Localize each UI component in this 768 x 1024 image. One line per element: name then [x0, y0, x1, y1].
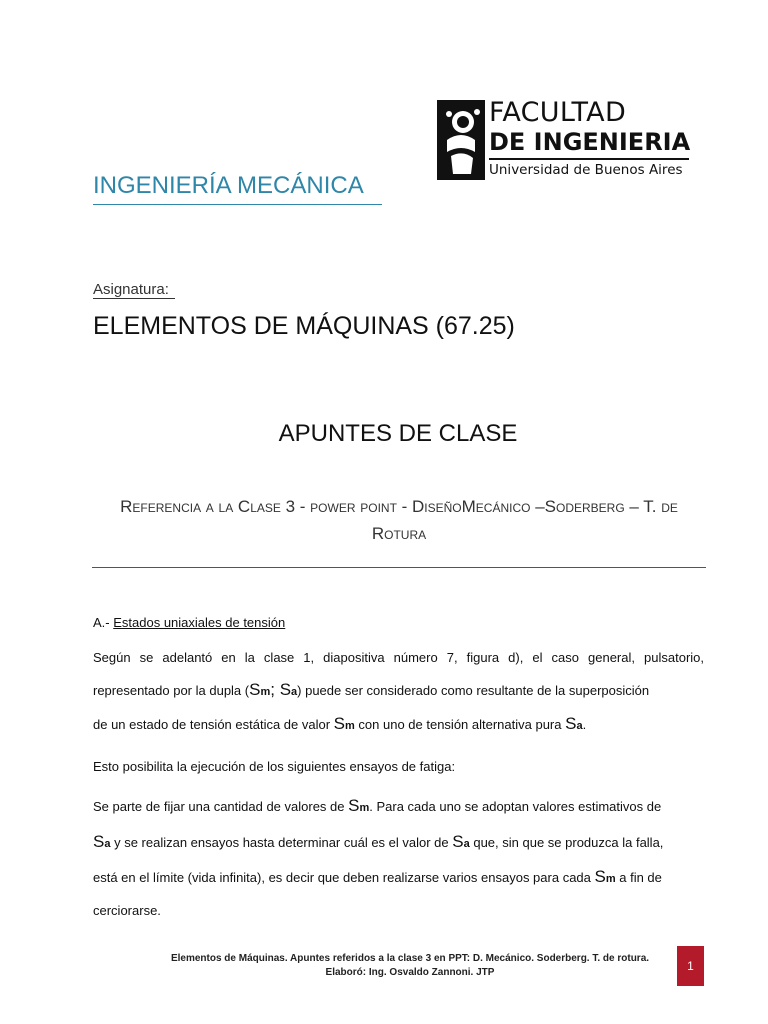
- subscript-a: a: [104, 838, 111, 850]
- career-title: INGENIERÍA MECÁNICA: [93, 172, 364, 199]
- paragraph-1-line-3: [93, 714, 704, 734]
- subscript-a: a: [463, 838, 470, 850]
- section-prefix: A.-: [93, 615, 114, 630]
- paragraph-1-line-1: Según se adelantó en la clase 1, diapositiva número 7, figura d), el caso general, pulsatorio,: [93, 650, 704, 665]
- symbol-s: S: [452, 832, 464, 851]
- career-underline: [93, 204, 382, 205]
- text-run: . Para cada uno se adoptan valores estimativos de: [369, 799, 662, 814]
- symbol-s: S: [93, 832, 105, 851]
- subject-label-underline: [93, 298, 175, 299]
- text-run: ) puede ser considerado como resultante de la superposición: [297, 683, 650, 698]
- paragraph-3-line-1: [93, 796, 704, 816]
- symbol-s: S: [565, 714, 577, 733]
- section-title: Estados uniaxiales de tensión: [113, 615, 286, 630]
- paragraph-1-line-2: [93, 680, 704, 700]
- logo-divider: [489, 158, 689, 160]
- text-run: que, sin que se produzca la falla,: [469, 835, 664, 850]
- logo-line-1: FACULTAD: [489, 97, 627, 128]
- subscript-m: m: [345, 720, 355, 732]
- paragraph-3-line-4: cerciorarse.: [93, 903, 161, 918]
- subject-title: ELEMENTOS DE MÁQUINAS (67.25): [93, 312, 515, 340]
- subscript-m: m: [605, 873, 616, 885]
- text-run: con uno de tensión alternativa pura: [354, 717, 566, 732]
- text-run: representado por la dupla (: [93, 683, 250, 698]
- page-number-badge: 1: [677, 946, 704, 986]
- faculty-emblem-icon: [437, 100, 485, 180]
- text-run: está en el límite (vida infinita), es decir que deben realizarse varios ensayos para cada: [93, 870, 595, 885]
- paragraph-3-line-2: [93, 832, 704, 852]
- text-run: .: [582, 717, 587, 732]
- symbol-s: S: [594, 867, 606, 886]
- text-run: y se realizan ensayos hasta determinar cuál es el valor de: [110, 835, 453, 850]
- reference-line-2: Rotura: [371, 524, 427, 543]
- symbol-s: S: [333, 714, 346, 733]
- symbol-s: S: [348, 796, 360, 815]
- subscript-m: m: [359, 802, 370, 814]
- symbol-s: S: [279, 680, 292, 699]
- document-title: APUNTES DE CLASE: [278, 420, 518, 447]
- paragraph-2: Esto posibilita la ejecución de los siguientes ensayos de fatiga:: [93, 759, 456, 774]
- subscript-m: m: [260, 686, 271, 698]
- logo-line-2: DE INGENIERIA: [489, 128, 691, 156]
- separator: ;: [270, 680, 280, 699]
- footer-line-1: Elementos de Máquinas. Apuntes referidos a la clase 3 en PPT: D. Mecánico. Soderberg. T. de rotura.: [170, 953, 650, 964]
- text-run: de un estado de tensión estática de valor: [93, 717, 334, 732]
- subscript-a: a: [291, 686, 298, 698]
- logo-line-3: Universidad de Buenos Aires: [489, 162, 683, 178]
- subject-label: Asignatura:: [93, 281, 169, 298]
- reference-line-1: Referencia a la Clase 3 - power point - DiseñoMecánico –Soderberg – T. de: [120, 497, 678, 516]
- symbol-s: S: [249, 680, 261, 699]
- subscript-a: a: [576, 720, 583, 732]
- text-run: Se parte de fijar una cantidad de valores de: [93, 799, 349, 814]
- page-footer: [150, 952, 670, 980]
- footer-line-2: Elaboró: Ing. Osvaldo Zannoni. JTP: [325, 967, 495, 978]
- paragraph-3-line-3: [93, 867, 704, 887]
- horizontal-rule: [92, 567, 706, 568]
- reference-subtitle: [92, 493, 706, 547]
- faculty-logo: [437, 97, 695, 180]
- text-run: a fin de: [615, 870, 662, 885]
- section-heading: [93, 615, 285, 630]
